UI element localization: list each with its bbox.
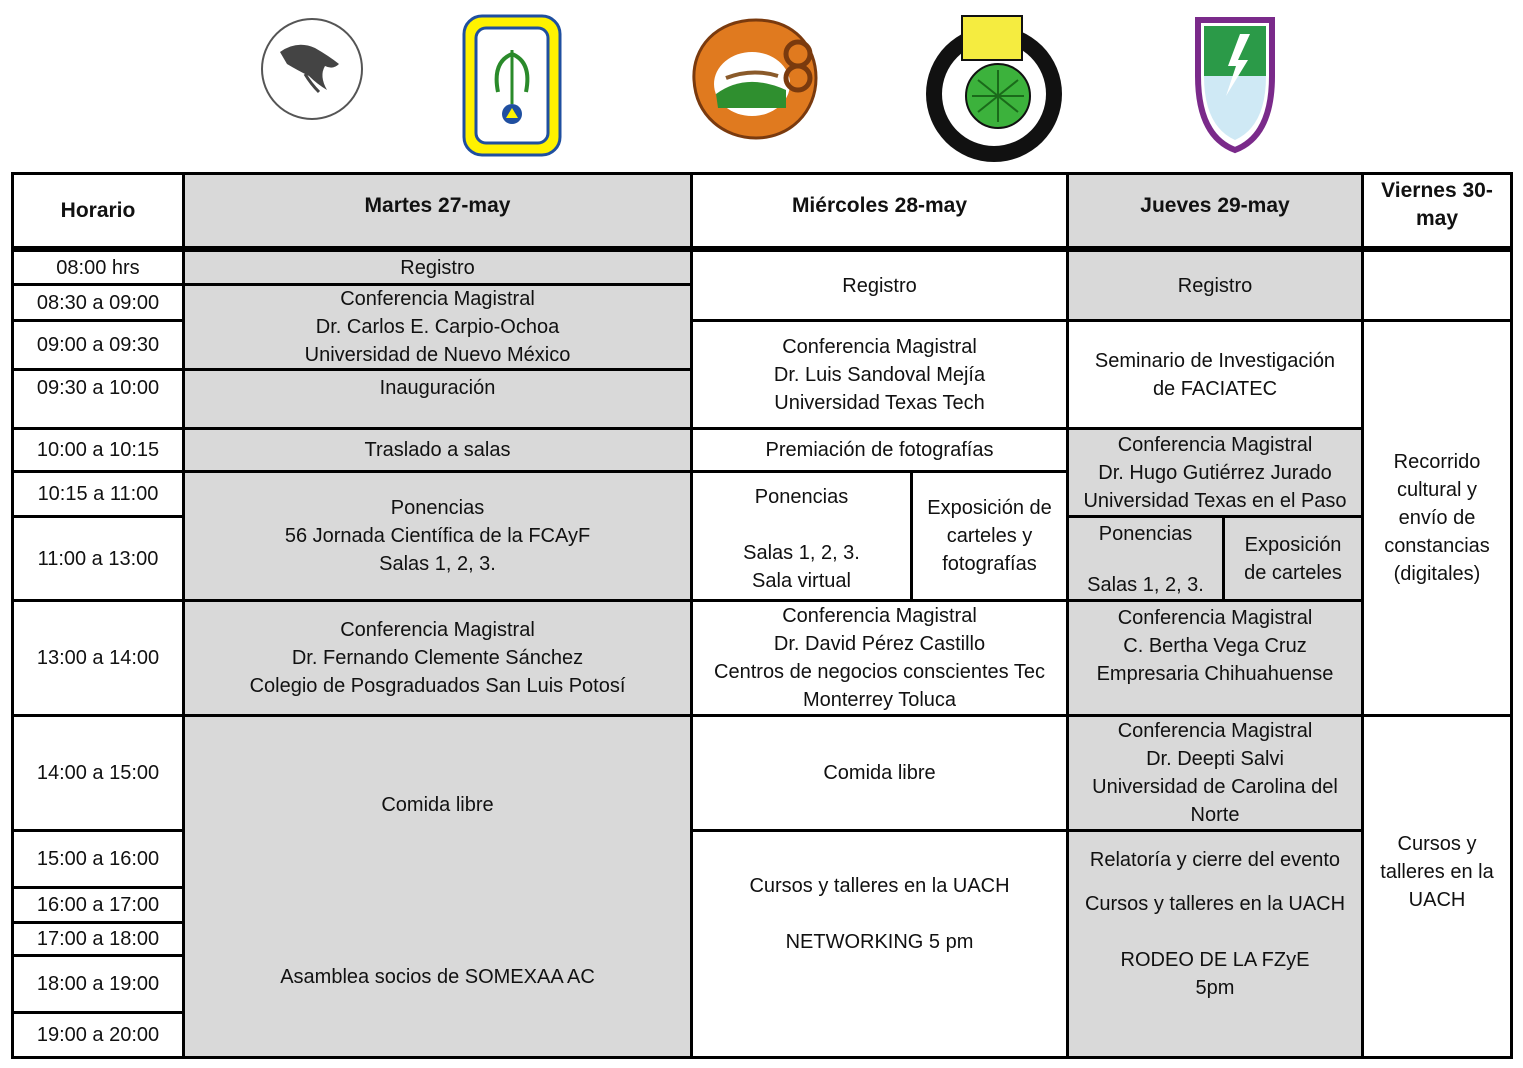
miercoles-exposicion: Exposición de carteles y fotografías: [910, 470, 1069, 602]
miercoles-ponencias: Ponencias Salas 1, 2, 3. Sala virtual: [690, 470, 913, 602]
header-horario: Horario: [11, 172, 185, 249]
martes-inauguracion: Inauguración: [182, 368, 693, 430]
time-slot: 09:30 a 10:00: [11, 368, 185, 430]
uach-logo: [1170, 16, 1300, 154]
time-slot: 11:00 a 13:00: [11, 515, 185, 602]
miercoles-comida: Comida libre: [690, 714, 1069, 832]
viernes-blank: [1361, 249, 1513, 322]
martes-ponencias: Ponencias 56 Jornada Científica de la FCAyF Salas 1, 2, 3.: [182, 470, 693, 602]
header-martes: Martes 27-may: [182, 172, 693, 249]
martes-conferencia-2: Conferencia Magistral Dr. Fernando Clemente Sánchez Colegio de Posgraduados San Luis Potosí: [182, 599, 693, 717]
martes-traslado: Traslado a salas: [182, 427, 693, 473]
viernes-cursos: Cursos y talleres en la UACH: [1361, 714, 1513, 1059]
time-slot: 08:00 hrs: [11, 249, 185, 286]
time-slot: 13:00 a 14:00: [11, 599, 185, 717]
time-slot: 19:00 a 20:00: [11, 1011, 185, 1059]
time-slot: 17:00 a 18:00: [11, 921, 185, 957]
time-slot: 08:30 a 09:00: [11, 283, 185, 322]
header-jueves: Jueves 29-may: [1066, 172, 1364, 249]
miercoles-registro: Registro: [690, 249, 1069, 322]
header-viernes: Viernes 30- may: [1361, 172, 1513, 249]
jueves-seminario: Seminario de Investigación de FACIATEC: [1066, 319, 1364, 430]
fcayf-logo: [686, 12, 826, 146]
jueves-conferencia-2: Conferencia Magistral C. Bertha Vega Cruz Empresaria Chihuahuense: [1066, 599, 1364, 717]
martes-registro: Registro: [182, 249, 693, 286]
jueves-cierre: Relatoría y cierre del evento Cursos y talleres en la UACH RODEO DE LA FZyE 5pm: [1066, 829, 1364, 1059]
jueves-ponencias: Ponencias Salas 1, 2, 3.: [1066, 515, 1225, 602]
somexaa-logo: [245, 14, 380, 124]
viernes-recorrido: Recorrido cultural y envío de constancias (digitales): [1361, 319, 1513, 717]
faciatec-logo: [462, 14, 562, 157]
miercoles-premiacion: Premiación de fotografías: [690, 427, 1069, 473]
martes-conferencia-1: Conferencia Magistral Dr. Carlos E. Carpio-Ochoa Universidad de Nuevo México: [182, 283, 693, 371]
time-slot: 16:00 a 17:00: [11, 886, 185, 924]
martes-comida-asamblea: Comida libre Asamblea socios de SOMEXAA AC: [182, 714, 693, 1059]
fzye-logo: [922, 10, 1067, 166]
time-slot: 10:00 a 10:15: [11, 427, 185, 473]
time-slot: 09:00 a 09:30: [11, 319, 185, 371]
time-slot: 18:00 a 19:00: [11, 954, 185, 1014]
time-slot: 10:15 a 11:00: [11, 470, 185, 518]
jueves-conferencia-3: Conferencia Magistral Dr. Deepti Salvi Universidad de Carolina del Norte: [1066, 714, 1364, 832]
miercoles-conferencia-2: Conferencia Magistral Dr. David Pérez Castillo Centros de negocios conscientes Tec Monterrey Toluca: [690, 599, 1069, 717]
jueves-exposicion: Exposición de carteles: [1222, 515, 1364, 602]
jueves-conferencia-1: Conferencia Magistral Dr. Hugo Gutiérrez Jurado Universidad Texas en el Paso: [1066, 427, 1364, 518]
header-miercoles: Miércoles 28-may: [690, 172, 1069, 249]
jueves-registro: Registro: [1066, 249, 1364, 322]
time-slot: 14:00 a 15:00: [11, 714, 185, 832]
time-slot: 15:00 a 16:00: [11, 829, 185, 889]
miercoles-conferencia-1: Conferencia Magistral Dr. Luis Sandoval Mejía Universidad Texas Tech: [690, 319, 1069, 430]
miercoles-cursos: Cursos y talleres en la UACH NETWORKING 5 pm: [690, 829, 1069, 1059]
